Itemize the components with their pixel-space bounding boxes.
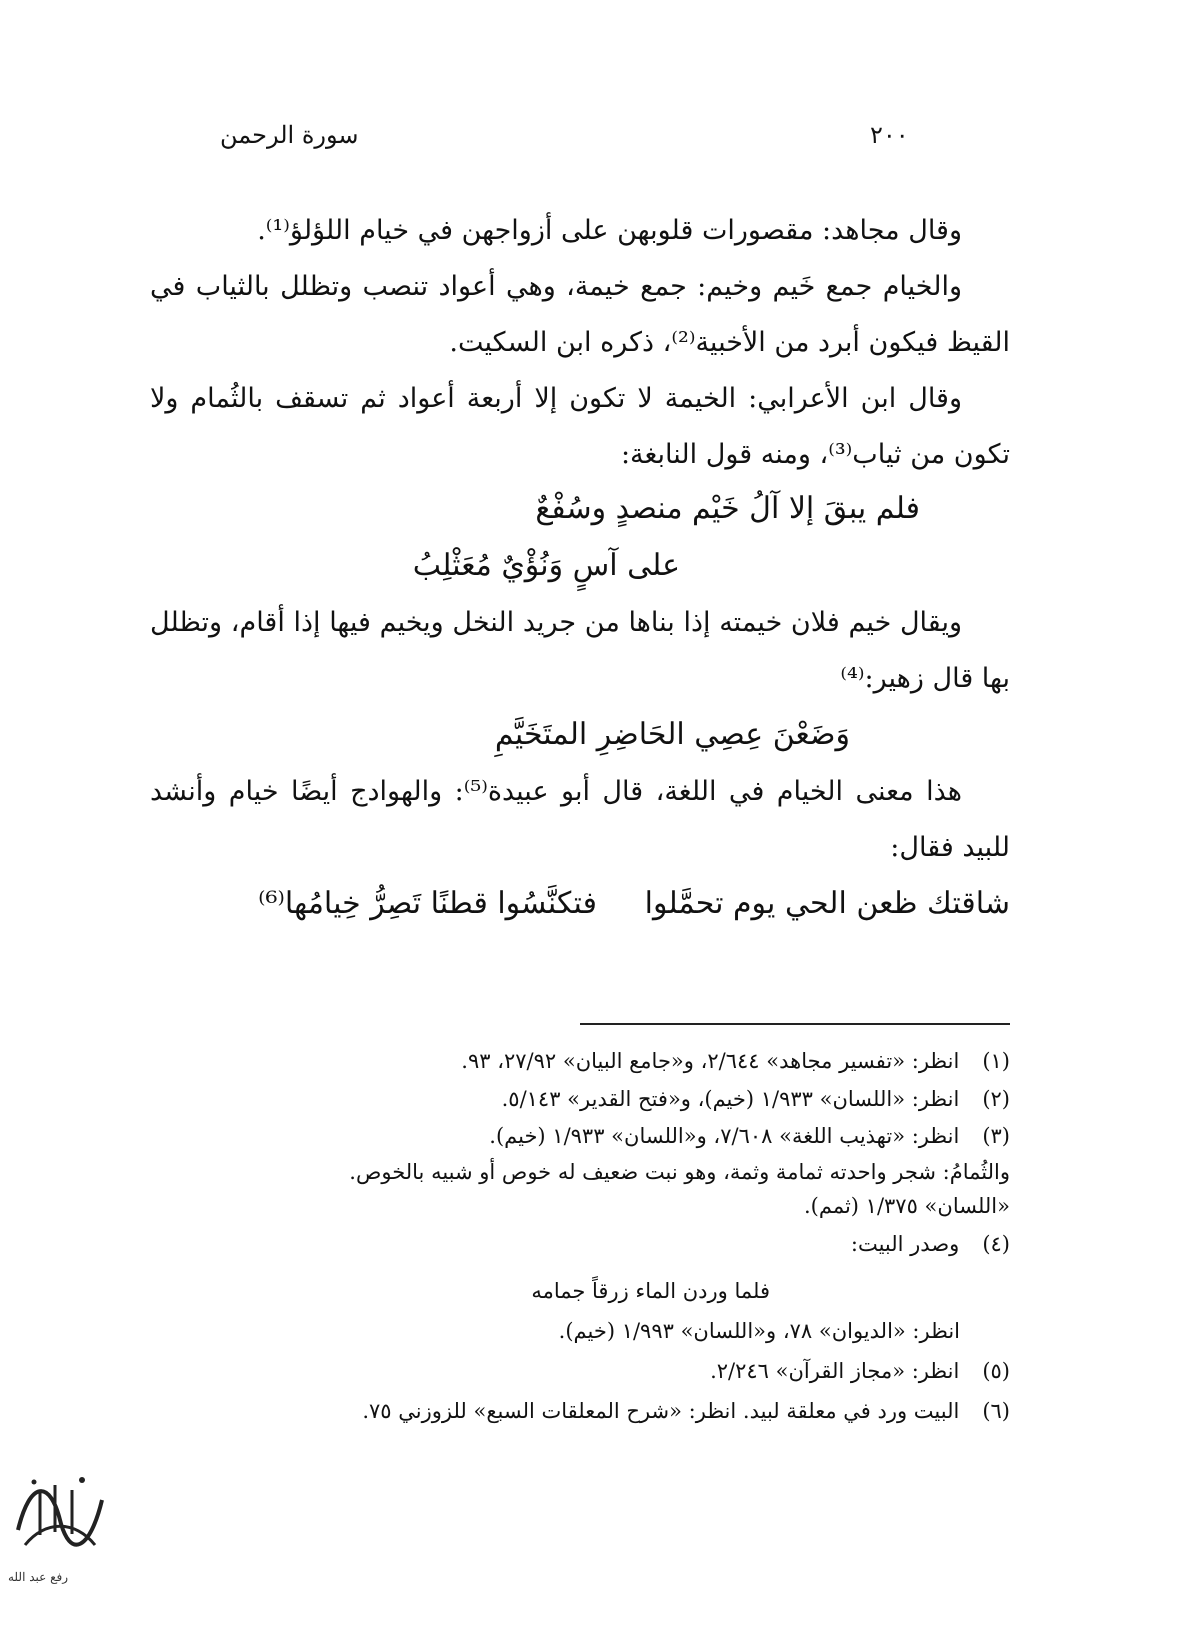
footnote-4-reference: انظر: «الديوان» ٧٨، و«اللسان» ١/٩٩٣ (خيم). xyxy=(558,1319,960,1343)
footnote-text: البيت ورد في معلقة لبيد. انظر: «شرح المعلقات السبع» للزوزني ٧٥. xyxy=(362,1399,960,1423)
footnote-6 xyxy=(170,1395,1010,1427)
footnote-text: وصدر البيت: xyxy=(850,1232,960,1256)
footnote-2 xyxy=(170,1083,1010,1115)
footnote-3-source: «اللسان» ١/٣٧٥ (ثمم). xyxy=(803,1194,1010,1218)
footnote-divider xyxy=(580,1023,1010,1025)
footnote-number: (٣) xyxy=(982,1124,1010,1148)
footnote-number: (١) xyxy=(982,1049,1010,1073)
paragraph-2: والخيام جمع خَيم وخيم: جمع خيمة، وهي أعواد تنصب وتظلل بالثياب في القيظ فيكون أبرد من الأخبية⁽²⁾، ذكره ابن السكيت. xyxy=(150,271,1010,358)
paragraph-4: ويقال خيم فلان خيمته إذا بناها من جريد النخل ويخيم فيها إذا أقام، وتظلل بها قال زهير:⁽⁴⁾ xyxy=(150,607,1010,694)
page-number: ٢٠٠ xyxy=(870,121,909,149)
footnote-text: انظر: «تفسير مجاهد» ٢/٦٤٤، و«جامع البيان» ٢٧/٩٢، ٩٣. xyxy=(461,1049,960,1073)
verse-1-line-2: على آسٍ وَنُؤْيٌ مُعَثْلِبُ xyxy=(412,548,680,583)
footnote-3 xyxy=(170,1120,1010,1152)
footnote-number: (٥) xyxy=(982,1359,1010,1383)
footnote-text: انظر: «مجاز القرآن» ٢/٢٤٦. xyxy=(710,1359,960,1383)
footnote-text: انظر: «تهذيب اللغة» ٧/٦٠٨، و«اللسان» ١/٩٣٣ (خيم). xyxy=(489,1124,960,1148)
paragraph-1: وقال مجاهد: مقصورات قلوبهن على أزواجهن في خيام اللؤلؤ⁽¹⁾. xyxy=(257,215,962,246)
publisher-logo-icon xyxy=(10,1460,110,1560)
footnote-text: انظر: «اللسان» ١/٩٣٣ (خيم)، و«فتح القدير» ٥/١٤٣. xyxy=(501,1087,960,1111)
verse-2: وَضَعْنَ عِصِي الحَاضِرِ المتَخَيَّمِ xyxy=(494,717,850,752)
footnote-4 xyxy=(170,1228,1010,1260)
footnote-3-note: والثُمامُ: شجر واحدته ثمامة وثمة، وهو نبت ضعيف له خوص أو شبيه بالخوص. xyxy=(349,1160,1010,1184)
footnote-number: (٢) xyxy=(982,1087,1010,1111)
verse-1-line-1: فلم يبقَ إلا آلُ خَيْم منصدٍ وسُفْعٌ xyxy=(535,491,920,526)
verse-3: شاقتك ظعن الحي يوم تحمَّلوا فتكنَّسُوا قطنًا تَصِرُّ خِيامُها⁽⁶⁾ xyxy=(258,886,1010,921)
logo-caption: رفع عبد الله xyxy=(8,1570,69,1584)
running-head: سورة الرحمن xyxy=(220,121,359,149)
paragraph-5: هذا معنى الخيام في اللغة، قال أبو عبيدة⁽⁵⁾: والهوادج أيضًا خيام وأنشد للبيد فقال: xyxy=(150,776,1010,863)
footnote-5 xyxy=(170,1355,1010,1387)
footnote-number: (٤) xyxy=(982,1232,1010,1256)
footnote-1 xyxy=(170,1045,1010,1077)
footnote-number: (٦) xyxy=(982,1399,1010,1423)
paragraph-3: وقال ابن الأعرابي: الخيمة لا تكون إلا أربعة أعواد ثم تسقف بالثُمام ولا تكون من ثياب⁽³⁾، ومنه قول النابغة: xyxy=(150,383,1010,470)
footnote-4-verse: فلما وردن الماء زرقاً جمامه xyxy=(531,1279,770,1303)
